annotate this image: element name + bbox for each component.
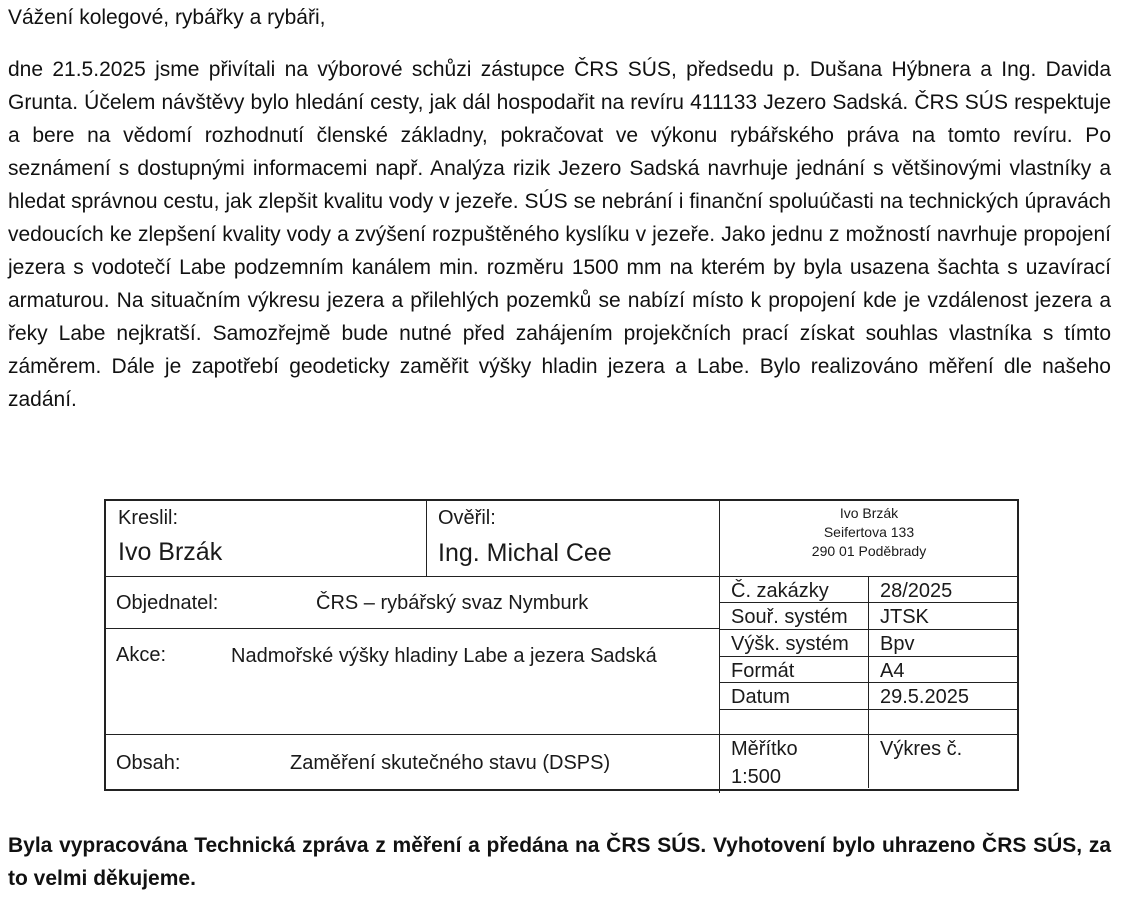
address-city: 290 01 Poděbrady xyxy=(811,543,927,559)
zakazka-value: 28/2025 xyxy=(880,580,953,602)
kreslil-value: Ivo Brzák xyxy=(118,538,223,566)
address-street: Seifertova 133 xyxy=(823,524,915,540)
vysk-label: Výšk. systém xyxy=(731,633,849,655)
meritko-value: 1:500 xyxy=(731,766,782,788)
vykres-label: Výkres č. xyxy=(880,738,963,760)
obsah-label: Obsah: xyxy=(116,752,181,774)
meritko-label: Měřítko xyxy=(731,738,798,760)
format-label: Formát xyxy=(731,660,795,682)
address-name: Ivo Brzák xyxy=(839,505,899,521)
greeting: Vážení kolegové, rybářky a rybáři, xyxy=(8,6,326,29)
divider xyxy=(426,501,427,576)
body-paragraph: dne 21.5.2025 jsme přivítali na výborové schůzi zástupce ČRS SÚS, předsedu p. Dušana Hýbnera a Ing. Davida Grunta. Účelem návštěvy bylo hledání cesty, jak dál hospodařit na revíru 411133 Jezero Sadská. ČRS SÚS respektuje a bere na vědomí rozhodnutí členské základny, pokračovat ve výkonu rybářského práva na tomto revíru. Po seznámení s dostupnými informacemi např. Analýza rizik Jezero Sadská navrhuje jednání s většinovými vlastníky a hledat správnou cestu, jak zlepšit kvalitu vody v jezeře. SÚS se nebrání i finanční spoluúčasti na technických úpravách vedoucích ke zlepšení kvality vody a zvýšení rozpuštěného kyslíku v jezeře. Jako jednu z možností navrhuje propojení jezera s vodotečí Labe podzemním kanálem min. rozměru 1500 mm na kterém by byla usazena šachta s uzavírací armaturou. Na situačním výkresu jezera a přilehlých pozemků se nabízí místo k propojení kde je vzdálenost jezera a řeky Labe nejkratší. Samozřejmě bude nutné před zahájením projekčních prací získat souhlas vlastníka s tímto záměrem. Dále je zapotřebí geodeticky zaměřit výšky hladin jezera a Labe. Bylo realizováno měření dle našeho zadání. xyxy=(8,58,1111,411)
divider xyxy=(719,576,1017,577)
divider xyxy=(106,734,719,735)
obsah-value: Zaměření skutečného stavu (DSPS) xyxy=(290,752,611,774)
divider xyxy=(719,501,720,793)
kreslil-label: Kreslil: xyxy=(118,507,179,529)
objednatel-value: ČRS – rybářský svaz Nymburk xyxy=(316,592,589,614)
overil-value: Ing. Michal Cee xyxy=(438,539,612,567)
datum-label: Datum xyxy=(731,686,790,708)
closing-paragraph: Byla vypracována Technická zpráva z měření a předána na ČRS SÚS. Vyhotovení bylo uhrazeno ČRS SÚS, za to velmi děkujeme. xyxy=(8,834,1111,890)
divider xyxy=(106,628,719,629)
datum-value: 29.5.2025 xyxy=(880,686,969,708)
vysk-value: Bpv xyxy=(880,633,915,655)
divider xyxy=(719,734,1017,735)
format-value: A4 xyxy=(880,660,905,682)
divider xyxy=(719,656,1017,657)
akce-label: Akce: xyxy=(116,644,167,666)
akce-value: Nadmořské výšky hladiny Labe a jezera Sadská xyxy=(231,645,657,667)
overil-label: Ověřil: xyxy=(438,507,496,529)
divider xyxy=(106,576,719,577)
objednatel-label: Objednatel: xyxy=(116,592,219,614)
divider xyxy=(719,629,1017,630)
sour-label: Souř. systém xyxy=(731,606,848,628)
sour-value: JTSK xyxy=(880,606,929,628)
drawing-title-block xyxy=(104,499,1019,791)
divider xyxy=(719,709,1017,710)
zakazka-label: Č. zakázky xyxy=(731,580,829,602)
